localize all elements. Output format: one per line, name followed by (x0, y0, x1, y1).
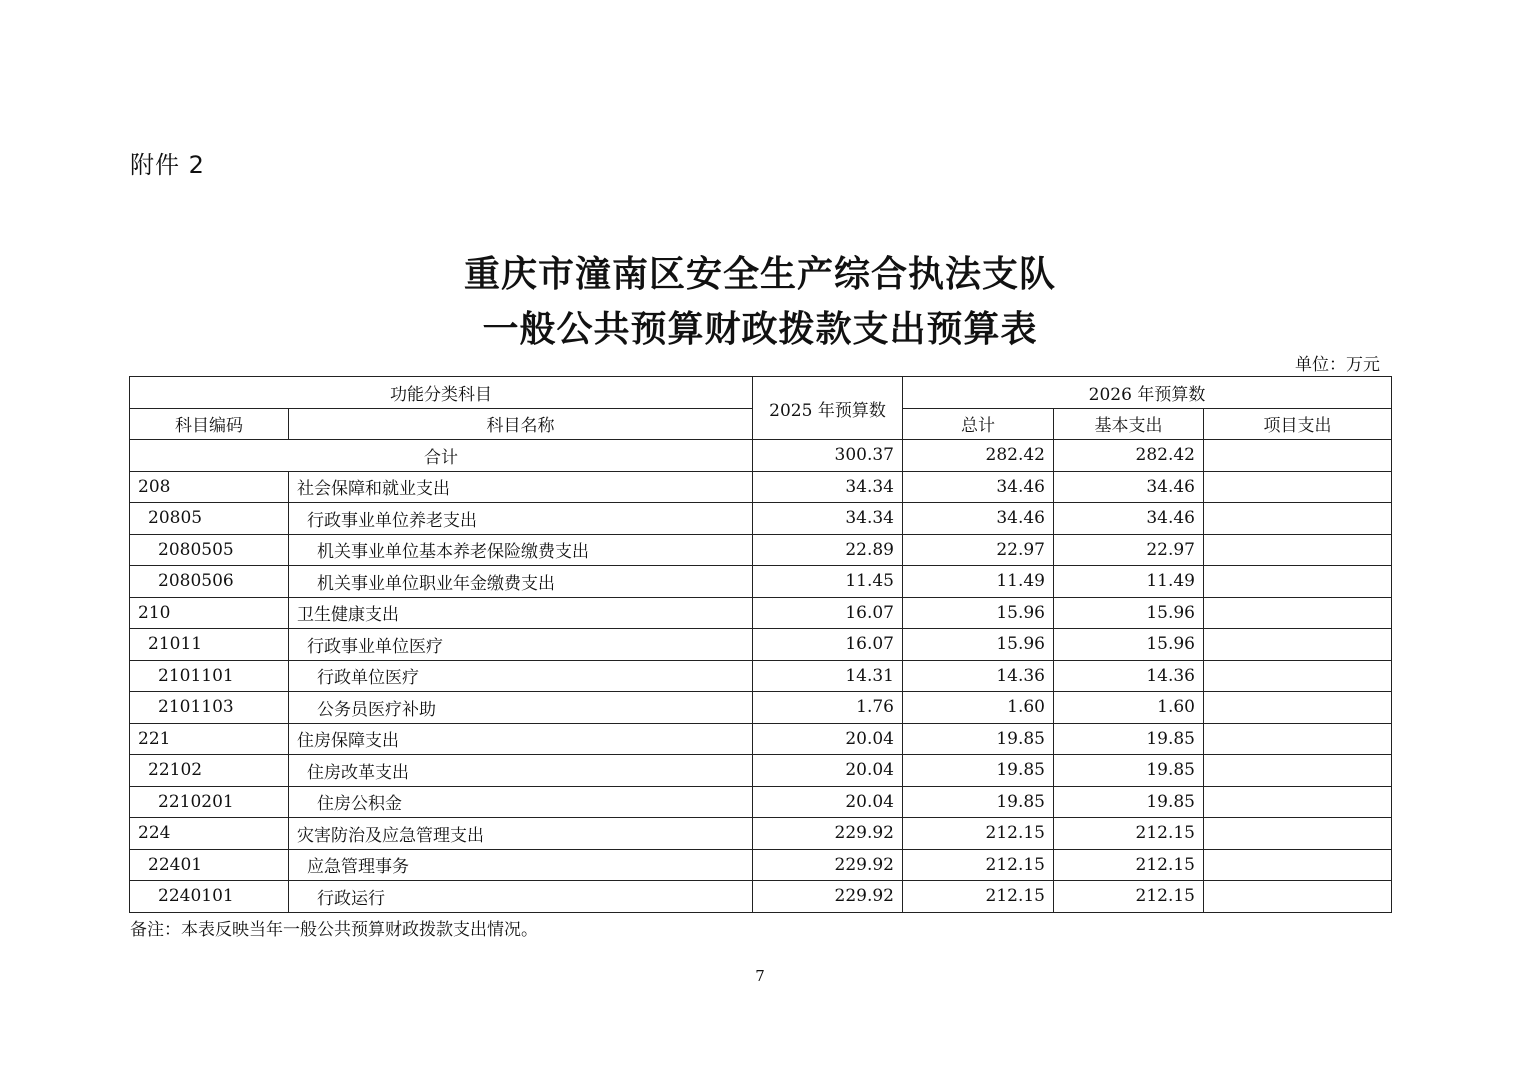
row-budget-2025: 1.76 (753, 692, 903, 724)
row-budget-2025: 229.92 (753, 849, 903, 881)
header-functional-classification: 功能分类科目 (130, 377, 753, 409)
row-2026-project (1204, 818, 1392, 850)
row-2026-total: 15.96 (903, 597, 1054, 629)
row-name: 灾害防治及应急管理支出 (289, 818, 753, 850)
unit-label: 单位：万元 (1295, 355, 1380, 375)
row-code: 2101101 (130, 660, 289, 692)
document-title-line2: 一般公共预算财政拨款支出预算表 (482, 308, 1038, 350)
table-row (130, 723, 1392, 755)
row-budget-2025: 20.04 (753, 755, 903, 787)
table-row (130, 786, 1392, 818)
row-name: 住房改革支出 (289, 755, 753, 787)
row-code: 2080506 (130, 566, 289, 598)
row-2026-basic: 11.49 (1054, 566, 1204, 598)
table-row (130, 471, 1392, 503)
row-name: 应急管理事务 (289, 849, 753, 881)
row-2026-basic: 19.85 (1054, 723, 1204, 755)
row-code: 2240101 (130, 881, 289, 913)
row-code: 20805 (130, 503, 289, 535)
row-2026-project (1204, 566, 1392, 598)
total-2026-total: 282.42 (903, 440, 1054, 472)
table-row (130, 849, 1392, 881)
row-2026-project (1204, 723, 1392, 755)
row-budget-2025: 11.45 (753, 566, 903, 598)
row-2026-project (1204, 881, 1392, 913)
row-code: 208 (130, 471, 289, 503)
table-header-row-1 (130, 377, 1392, 409)
row-2026-project (1204, 503, 1392, 535)
row-2026-total: 34.46 (903, 503, 1054, 535)
row-2026-basic: 22.97 (1054, 534, 1204, 566)
row-name: 机关事业单位基本养老保险缴费支出 (289, 534, 753, 566)
table-total-row (130, 440, 1392, 472)
table-row (130, 818, 1392, 850)
row-2026-project (1204, 597, 1392, 629)
row-2026-total: 22.97 (903, 534, 1054, 566)
budget-table (129, 376, 1392, 913)
row-name: 住房公积金 (289, 786, 753, 818)
row-budget-2025: 16.07 (753, 629, 903, 661)
row-budget-2025: 20.04 (753, 723, 903, 755)
total-budget-2025: 300.37 (753, 440, 903, 472)
total-2026-basic: 282.42 (1054, 440, 1204, 472)
row-name: 公务员医疗补助 (289, 692, 753, 724)
header-subject-code: 科目编码 (130, 408, 289, 440)
row-name: 卫生健康支出 (289, 597, 753, 629)
table-row (130, 660, 1392, 692)
row-code: 210 (130, 597, 289, 629)
row-2026-total: 212.15 (903, 849, 1054, 881)
table-row (130, 597, 1392, 629)
row-2026-project (1204, 849, 1392, 881)
table-row (130, 881, 1392, 913)
row-2026-basic: 19.85 (1054, 755, 1204, 787)
row-name: 行政事业单位养老支出 (289, 503, 753, 535)
row-name: 社会保障和就业支出 (289, 471, 753, 503)
row-code: 22102 (130, 755, 289, 787)
table-row (130, 534, 1392, 566)
row-budget-2025: 14.31 (753, 660, 903, 692)
row-2026-basic: 19.85 (1054, 786, 1204, 818)
table-footnote: 备注：本表反映当年一般公共预算财政拨款支出情况。 (130, 920, 538, 940)
page-number: 7 (755, 967, 765, 985)
row-budget-2025: 34.34 (753, 503, 903, 535)
row-2026-project (1204, 629, 1392, 661)
row-code: 224 (130, 818, 289, 850)
row-name: 行政事业单位医疗 (289, 629, 753, 661)
row-budget-2025: 229.92 (753, 881, 903, 913)
document-title-line1: 重庆市潼南区安全生产综合执法支队 (463, 253, 1056, 295)
row-code: 21011 (130, 629, 289, 661)
row-2026-total: 212.15 (903, 818, 1054, 850)
row-2026-basic: 212.15 (1054, 849, 1204, 881)
row-2026-total: 34.46 (903, 471, 1054, 503)
row-2026-project (1204, 692, 1392, 724)
row-2026-project (1204, 660, 1392, 692)
row-code: 2080505 (130, 534, 289, 566)
row-code: 2210201 (130, 786, 289, 818)
total-label: 合计 (130, 440, 753, 472)
attachment-label: 附件 2 (130, 151, 205, 179)
row-code: 221 (130, 723, 289, 755)
header-budget-2026: 2026 年预算数 (903, 377, 1392, 409)
row-2026-basic: 34.46 (1054, 471, 1204, 503)
row-budget-2025: 20.04 (753, 786, 903, 818)
row-name: 行政单位医疗 (289, 660, 753, 692)
row-2026-project (1204, 786, 1392, 818)
row-2026-total: 19.85 (903, 723, 1054, 755)
table-row (130, 503, 1392, 535)
row-2026-basic: 15.96 (1054, 597, 1204, 629)
row-2026-total: 212.15 (903, 881, 1054, 913)
row-2026-total: 1.60 (903, 692, 1054, 724)
table-row (130, 692, 1392, 724)
table-row (130, 629, 1392, 661)
row-2026-total: 15.96 (903, 629, 1054, 661)
row-code: 22401 (130, 849, 289, 881)
row-budget-2025: 229.92 (753, 818, 903, 850)
row-name: 住房保障支出 (289, 723, 753, 755)
header-project-expenditure: 项目支出 (1204, 408, 1392, 440)
row-code: 2101103 (130, 692, 289, 724)
row-budget-2025: 22.89 (753, 534, 903, 566)
row-2026-project (1204, 534, 1392, 566)
row-budget-2025: 16.07 (753, 597, 903, 629)
row-2026-basic: 34.46 (1054, 503, 1204, 535)
row-2026-total: 11.49 (903, 566, 1054, 598)
row-2026-basic: 212.15 (1054, 818, 1204, 850)
row-2026-basic: 1.60 (1054, 692, 1204, 724)
row-2026-basic: 15.96 (1054, 629, 1204, 661)
header-total: 总计 (903, 408, 1054, 440)
row-2026-total: 14.36 (903, 660, 1054, 692)
row-2026-project (1204, 755, 1392, 787)
row-2026-total: 19.85 (903, 755, 1054, 787)
row-2026-basic: 14.36 (1054, 660, 1204, 692)
row-2026-total: 19.85 (903, 786, 1054, 818)
total-2026-project (1204, 440, 1392, 472)
row-name: 机关事业单位职业年金缴费支出 (289, 566, 753, 598)
row-2026-basic: 212.15 (1054, 881, 1204, 913)
header-subject-name: 科目名称 (289, 408, 753, 440)
row-budget-2025: 34.34 (753, 471, 903, 503)
header-basic-expenditure: 基本支出 (1054, 408, 1204, 440)
row-name: 行政运行 (289, 881, 753, 913)
table-row (130, 566, 1392, 598)
table-row (130, 755, 1392, 787)
header-budget-2025: 2025 年预算数 (753, 377, 903, 440)
row-2026-project (1204, 471, 1392, 503)
